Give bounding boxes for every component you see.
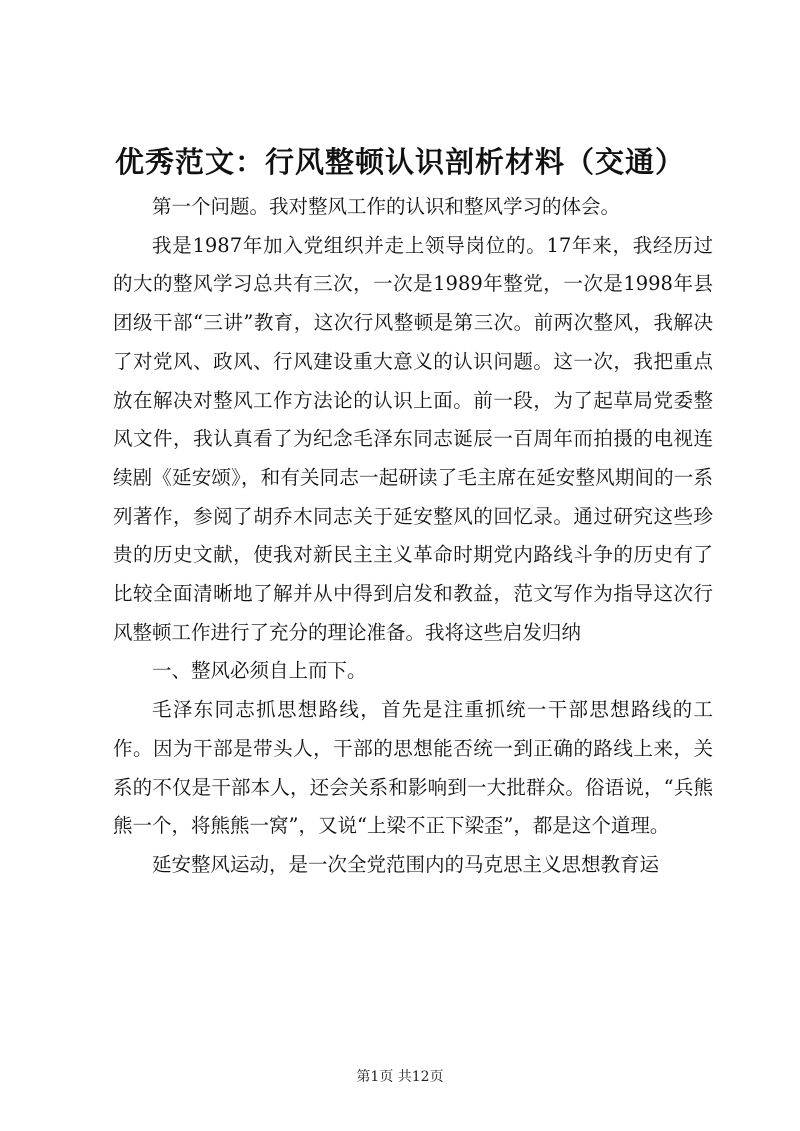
paragraph-5: 延安整风运动，是一次全党范围内的马克思主义思想教育运 xyxy=(152,852,660,876)
paragraph-3-heading: 一、整风必须自上而下。 xyxy=(152,659,367,683)
paragraph-1: 第一个问题。我对整风工作的认识和整风学习的体会。 xyxy=(152,195,621,218)
page-number-footer: 第1页 共12页 xyxy=(356,1069,444,1085)
document-title: 优秀范文：行风整顿认识剖析材料（交通） xyxy=(114,145,685,179)
paragraph-4: 毛泽东同志抓思想路线，首先是注重抓统一干部思想路线的工作。因为干部是带头人，干部的思想能否统一到正确的路线上来，关系的不仅是干部本人，还会关系和影响到一大批群众。俗语说，“兵熊熊一个，将熊熊一窝”，又说“上梁不正下梁歪”，都是这个道理。 xyxy=(113,698,713,838)
document-body xyxy=(113,188,713,885)
paragraph-2: 我是1987年加入党组织并走上领导岗位的。17年来，我经历过的大的整风学习总共有三次，一次是1989年整党，一次是1998年县团级干部“三讲”教育，这次行风整顿是第三次。前两次整风，我解决了对党风、政风、行风建设重大意义的认识问题。这一次，我把重点放在解决对整风工作方法论的认识上面。前一段，为了起草局党委整风文件，我认真看了为纪念毛泽东同志诞辰一百周年而拍摄的电视连续剧《延安颂》，和有关同志一起研读了毛主席在延安整风期间的一系列著作，参阅了胡乔木同志关于延安整风的回忆录。通过研究这些珍贵的历史文献，使我对新民主主义革命时期党内路线斗争的历史有了比较全面清晰地了解并从中得到启发和教益，范文写作为指导这次行风整顿工作进行了充分的理论准备。我将这些启发归纳 xyxy=(113,233,713,644)
